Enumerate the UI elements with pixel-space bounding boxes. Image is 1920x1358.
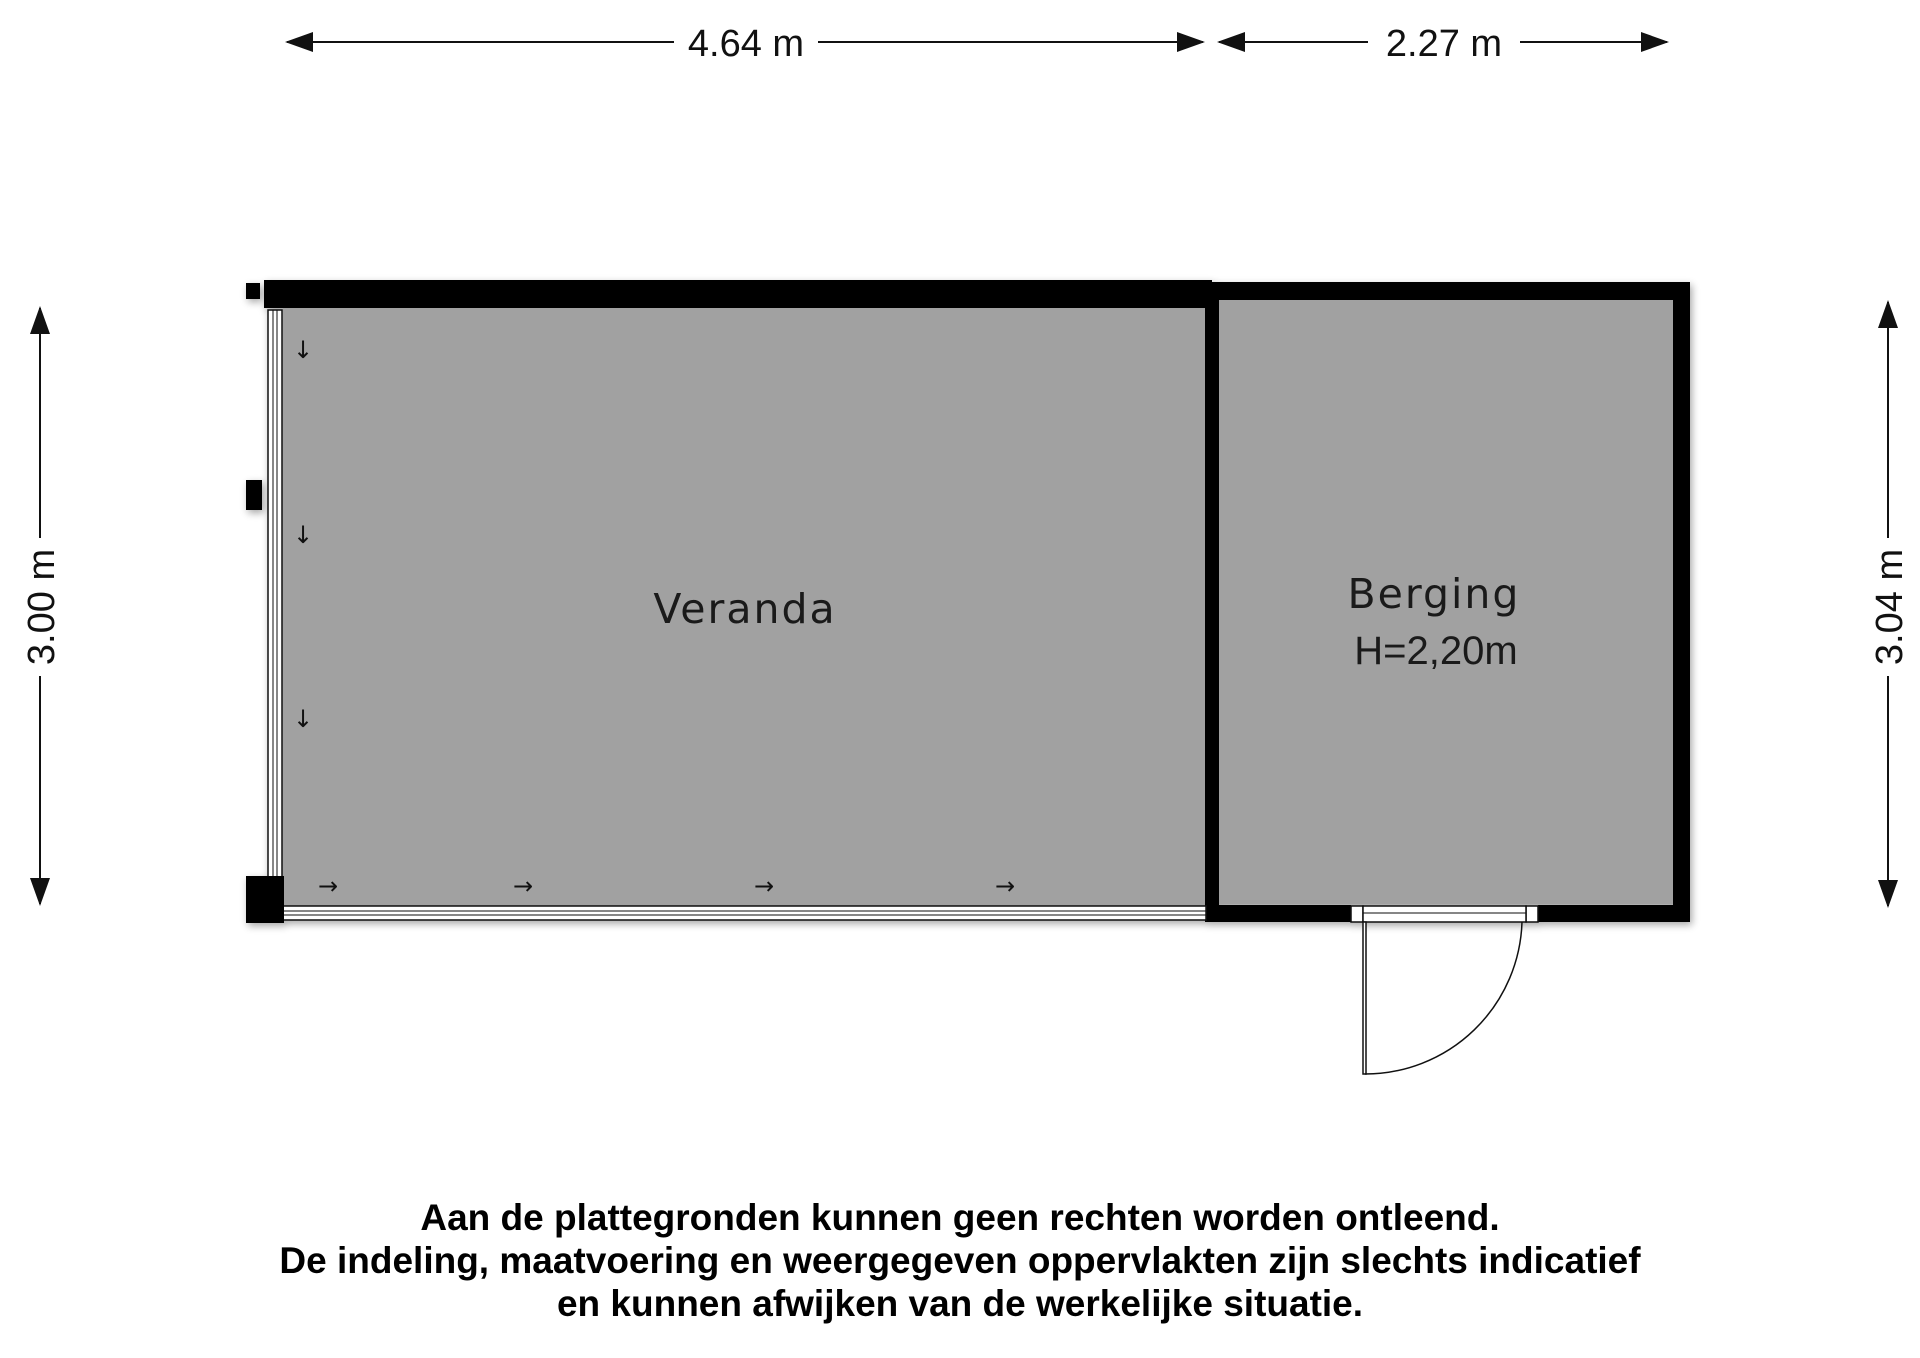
berging-door bbox=[1363, 922, 1522, 1074]
room-height-berging: H=2,20m bbox=[1354, 629, 1518, 673]
disclaimer-line-2: De indeling, maatvoering en weergegeven oppervlakten zijn slechts indicatief bbox=[279, 1240, 1641, 1281]
dimension-label-left: 3.00 m bbox=[21, 548, 63, 666]
dimension-top-veranda bbox=[287, 23, 1203, 65]
dimension-label-top-berging: 2.27 m bbox=[1385, 23, 1503, 65]
disclaimer-line-3: en kunnen afwijken van de werkelijke situatie. bbox=[556, 1283, 1364, 1324]
arrow-right-icon: → bbox=[513, 872, 534, 900]
berging-left-wall bbox=[1205, 282, 1219, 922]
post-bottom-left bbox=[246, 876, 284, 923]
disclaimer bbox=[0, 1196, 1920, 1325]
dimension-left bbox=[21, 308, 63, 904]
veranda-glass-wall-left bbox=[268, 310, 282, 906]
berging-door-frame bbox=[1351, 906, 1538, 922]
arrow-right-icon: → bbox=[995, 872, 1016, 900]
disclaimer-line-1: Aan de plattegronden kunnen geen rechten worden ontleend. bbox=[420, 1197, 1500, 1238]
room-label-veranda: Veranda bbox=[653, 585, 837, 633]
door-leaf bbox=[1363, 922, 1366, 1074]
berging-bottom-wall-right bbox=[1538, 905, 1690, 922]
veranda-glass-wall-bottom bbox=[282, 906, 1206, 920]
arrow-right-icon: → bbox=[318, 872, 339, 900]
room-label-berging: Berging bbox=[1347, 570, 1521, 618]
post-middle-left bbox=[246, 480, 262, 510]
dimension-top-berging bbox=[1219, 23, 1667, 65]
dimension-label-right: 3.04 m bbox=[1869, 548, 1911, 666]
veranda-top-wall bbox=[264, 280, 1212, 308]
dimension-label-top-veranda: 4.64 m bbox=[687, 23, 805, 65]
arrow-down-icon: ↓ bbox=[293, 705, 314, 733]
berging-right-wall bbox=[1673, 282, 1690, 922]
dimension-right bbox=[1869, 302, 1911, 906]
post-top-left bbox=[246, 283, 260, 299]
door-swing-arc bbox=[1365, 922, 1522, 1074]
berging-bottom-wall-left bbox=[1205, 905, 1351, 922]
arrow-down-icon: ↓ bbox=[293, 336, 314, 364]
berging-top-wall bbox=[1205, 282, 1690, 300]
arrow-right-icon: → bbox=[754, 872, 775, 900]
arrow-down-icon: ↓ bbox=[293, 521, 314, 549]
